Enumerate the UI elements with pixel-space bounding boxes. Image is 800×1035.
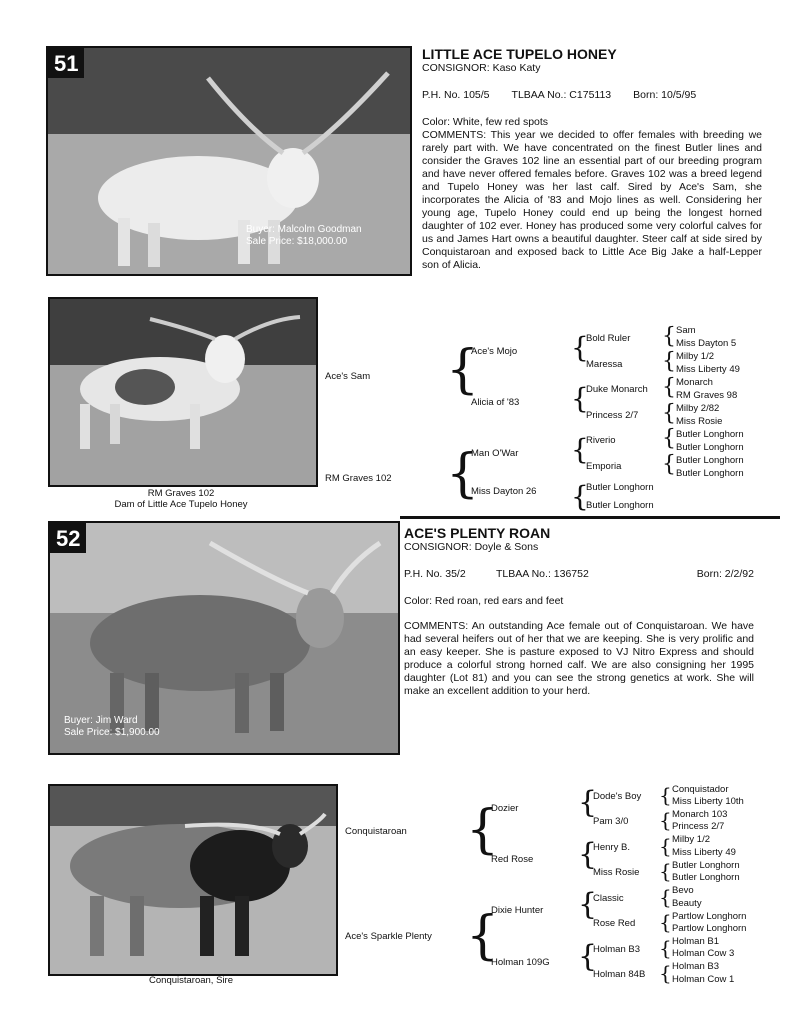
section-divider bbox=[400, 516, 780, 519]
consignor: CONSIGNOR: Kaso Katy bbox=[422, 62, 541, 74]
pedigree-gen4: Holman Cow 3 bbox=[672, 948, 735, 959]
pedigree-gen2: Man O'War bbox=[471, 448, 519, 459]
pedigree-gen4: Partlow Longhorn bbox=[672, 911, 747, 922]
brace-gen3: { bbox=[659, 834, 672, 858]
pedigree-gen4: Milby 1/2 bbox=[672, 834, 711, 845]
pedigree-gen3: Rose Red bbox=[593, 918, 636, 929]
pedigree-gen2: Miss Dayton 26 bbox=[471, 486, 537, 497]
pedigree-gen3: Maressa bbox=[586, 359, 623, 370]
pedigree-gen2: Alicia of '83 bbox=[471, 397, 520, 408]
pedigree-gen4: Conquistador bbox=[672, 784, 729, 795]
pedigree-gen4: Holman B3 bbox=[672, 961, 719, 972]
pedigree-gen2: Holman 109G bbox=[491, 957, 550, 968]
pedigree-gen3: Emporia bbox=[586, 461, 622, 472]
brace-gen3: { bbox=[659, 808, 672, 832]
lot-52-photo bbox=[48, 521, 400, 755]
pedigree-gen4: Beauty bbox=[672, 898, 702, 909]
pedigree-gen4: Miss Rosie bbox=[676, 416, 723, 427]
brace-sire: { bbox=[466, 800, 500, 860]
pedigree-gen3: Bold Ruler bbox=[586, 333, 631, 344]
brace-dam: { bbox=[466, 906, 500, 966]
pedigree-gen3: Butler Longhorn bbox=[586, 500, 654, 511]
pedigree-gen3: Dode's Boy bbox=[593, 791, 642, 802]
brace-gen3: { bbox=[659, 783, 672, 807]
brace-gen3: { bbox=[659, 936, 672, 960]
lot-title: LITTLE ACE TUPELO HONEY bbox=[422, 46, 617, 62]
buyer-info bbox=[246, 224, 362, 248]
tlbaa-number: TLBAA No.: C175113 bbox=[511, 89, 612, 101]
brace-gen3: { bbox=[662, 375, 676, 400]
pedigree-gen3: Miss Rosie bbox=[593, 867, 640, 878]
pedigree-dam: RM Graves 102 bbox=[325, 473, 392, 484]
pedigree-gen2: Ace's Mojo bbox=[471, 346, 518, 357]
brace-gen3: { bbox=[659, 961, 672, 985]
tlbaa-number: TLBAA No.: 136752 bbox=[496, 568, 589, 580]
pedigree-gen4: Butler Longhorn bbox=[672, 860, 740, 871]
pedigree-gen3: Holman 84B bbox=[593, 969, 646, 980]
brace-sire: { bbox=[446, 340, 480, 400]
pedigree-gen4: Butler Longhorn bbox=[676, 455, 744, 466]
ph-number: P.H. No. 105/5 bbox=[422, 89, 490, 101]
lot-number: 51 bbox=[48, 48, 84, 78]
sale-price: Sale Price: $1,900.00 bbox=[64, 727, 160, 738]
pedigree-gen4: Miss Dayton 5 bbox=[676, 338, 737, 349]
pedigree-gen2: Red Rose bbox=[491, 854, 534, 865]
brace-gen2: { bbox=[571, 331, 589, 364]
pedigree-gen4: Butler Longhorn bbox=[676, 442, 744, 453]
dam-cow-graphic bbox=[50, 299, 316, 485]
brace-gen2: { bbox=[578, 837, 598, 872]
lot-51-details bbox=[422, 46, 762, 272]
ph-number: P.H. No. 35/2 bbox=[404, 568, 466, 580]
sire-bull-graphic bbox=[50, 786, 336, 974]
registration-line bbox=[422, 89, 762, 102]
registration-line bbox=[404, 568, 754, 581]
pedigree-gen3: Riverio bbox=[586, 435, 616, 446]
pedigree-gen4: Bevo bbox=[672, 885, 694, 896]
pedigree-gen3: Butler Longhorn bbox=[586, 482, 654, 493]
pedigree-gen4: Milby 1/2 bbox=[676, 351, 715, 362]
pedigree-gen2: Dozier bbox=[491, 803, 519, 814]
lot-52-details bbox=[404, 525, 754, 698]
dam-caption-name: RM Graves 102 bbox=[147, 488, 215, 499]
lot-title: ACE'S PLENTY ROAN bbox=[404, 525, 551, 541]
brace-gen2: { bbox=[571, 480, 589, 513]
brace-gen3: { bbox=[659, 910, 672, 934]
pedigree-sire: Conquistaroan bbox=[345, 826, 407, 837]
brace-gen3: { bbox=[659, 859, 672, 883]
pedigree-gen4: Holman B1 bbox=[672, 936, 719, 947]
brace-gen2: { bbox=[578, 939, 598, 974]
pedigree-gen4: Sam bbox=[676, 325, 696, 336]
brace-gen3: { bbox=[662, 324, 676, 349]
pedigree-gen3: Holman B3 bbox=[593, 944, 640, 955]
pedigree-gen3: Princess 2/7 bbox=[586, 410, 639, 421]
comments: COMMENTS: An outstanding Ace female out of Conquistaroan. We have had several heifers out of her that we are keeping. She is very prolific and an easy keeper. She is pasture exposed to VJ Nitro Express and should produce a colorful strong horned calf. We are also consigning her 1995 daughter (Lot 81) and you can see the strong genetics at work. She will make an excellent addition to your herd. bbox=[404, 620, 754, 697]
pedigree-gen4: Miss Liberty 10th bbox=[672, 796, 744, 807]
pedigree-gen4: Butler Longhorn bbox=[676, 429, 744, 440]
pedigree-gen2: Dixie Hunter bbox=[491, 905, 544, 916]
pedigree-sire: Ace's Sam bbox=[325, 371, 371, 382]
brace-gen3: { bbox=[662, 452, 676, 477]
pedigree-gen4: Monarch 103 bbox=[672, 809, 728, 820]
consignor: CONSIGNOR: Doyle & Sons bbox=[404, 541, 539, 553]
pedigree-gen4: Butler Longhorn bbox=[672, 872, 740, 883]
brace-gen3: { bbox=[662, 426, 676, 451]
dam-caption-desc: Dam of Little Ace Tupelo Honey bbox=[114, 499, 248, 510]
lot-number: 52 bbox=[50, 523, 86, 553]
pedigree-gen4: Miss Liberty 49 bbox=[672, 847, 736, 858]
brace-gen3: { bbox=[662, 401, 676, 426]
pedigree-gen3: Pam 3/0 bbox=[593, 816, 629, 827]
born-date: Born: 10/5/95 bbox=[633, 89, 697, 101]
pedigree-gen4: Holman Cow 1 bbox=[672, 974, 735, 985]
sale-price: Sale Price: $18,000.00 bbox=[246, 236, 348, 247]
comments: COMMENTS: This year we decided to offer females with breeding we rarely part with. We have concentrated on the finest Butler lines and consider the Graves 102 line an essential part of our breeding program and have never offered females before. Graves 102 was a breed legend and Tupelo Honey was her last calf. Sired by Ace's Sam, she incorporates the Alicia of '83 and Mojo lines as well. Considering her young age, Tupelo Honey could end up being the longest horned daughter of 102 ever. Honey has produced some very colorful calves for us and James Hart owns a beautiful daughter. Steer calf at side sired by Conquistaroan and exposed back to Little Ace Big Jake a half-Lepper son of Alicia. bbox=[422, 129, 762, 271]
brace-gen2: { bbox=[571, 433, 589, 466]
brace-gen3: { bbox=[662, 349, 676, 374]
brace-gen3: { bbox=[659, 885, 672, 909]
dam-caption bbox=[48, 488, 314, 510]
sire-caption: Conquistaroan, Sire bbox=[149, 975, 233, 986]
pedigree-gen4: Butler Longhorn bbox=[676, 468, 744, 479]
color-description: Color: Red roan, red ears and feet bbox=[404, 595, 564, 607]
color-description: Color: White, few red spots bbox=[422, 116, 549, 128]
brace-gen2: { bbox=[578, 887, 598, 922]
pedigree-gen4: Milby 2/82 bbox=[676, 403, 720, 414]
pedigree-gen3: Henry B. bbox=[593, 842, 630, 853]
pedigree-gen3: Duke Monarch bbox=[586, 384, 648, 395]
pedigree-gen4: Partlow Longhorn bbox=[672, 923, 747, 934]
pedigree-gen3: Classic bbox=[593, 893, 624, 904]
brace-gen2: { bbox=[571, 382, 589, 415]
pedigree-gen4: RM Graves 98 bbox=[676, 390, 738, 401]
born-date: Born: 2/2/92 bbox=[696, 568, 754, 580]
pedigree-dam: Ace's Sparkle Plenty bbox=[345, 931, 432, 942]
buyer-name: Buyer: Jim Ward bbox=[64, 715, 138, 726]
pedigree-gen4: Monarch bbox=[676, 377, 713, 388]
brace-dam: { bbox=[446, 444, 480, 504]
pedigree-gen4: Princess 2/7 bbox=[672, 821, 725, 832]
lot-51-photo bbox=[46, 46, 412, 276]
dam-photo bbox=[48, 297, 318, 487]
brace-gen2: { bbox=[578, 785, 598, 820]
buyer-name: Buyer: Malcolm Goodman bbox=[246, 224, 362, 235]
buyer-info bbox=[64, 715, 160, 739]
pedigree-gen4: Miss Liberty 49 bbox=[676, 364, 740, 375]
sire-photo bbox=[48, 784, 338, 976]
